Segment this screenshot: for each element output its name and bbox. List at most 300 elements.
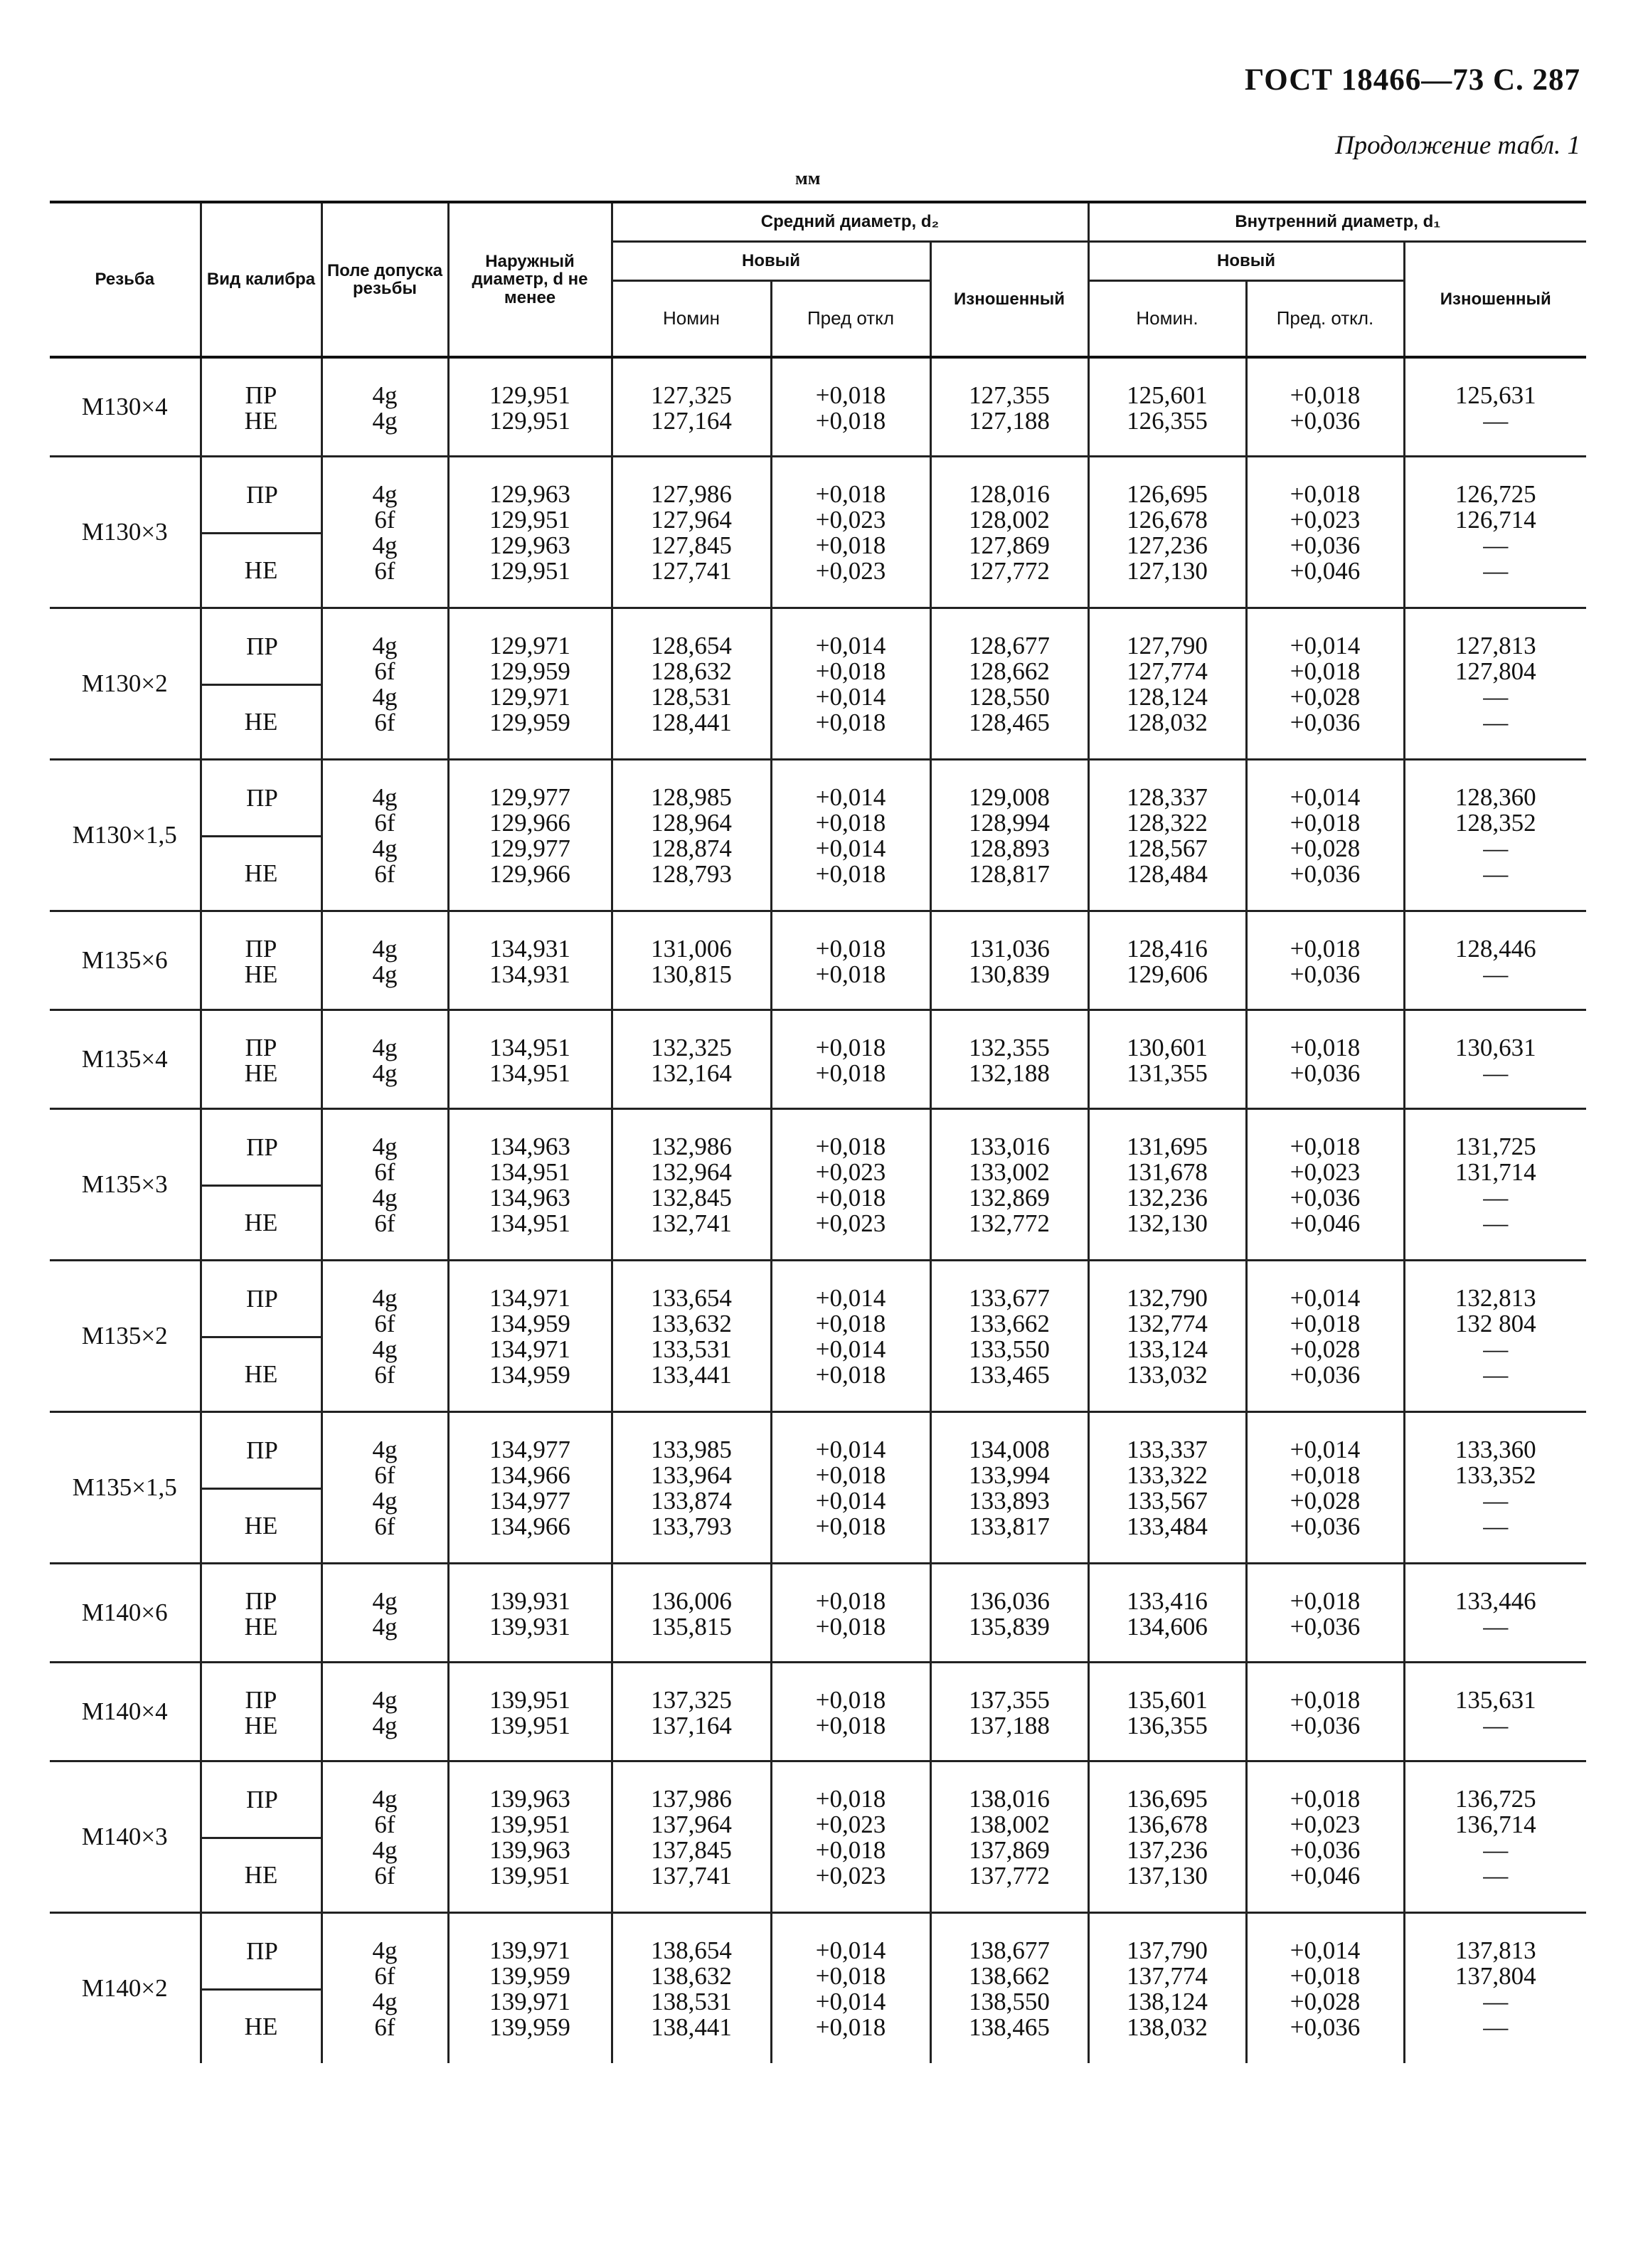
- inner-nominal-cell: [1088, 1010, 1246, 1109]
- pitch-nominal-value: 132,986: [651, 1133, 732, 1160]
- gauge-type-cell: [201, 1109, 321, 1261]
- inner-deviation-value: +0,014: [1290, 783, 1361, 811]
- outer-diameter-value: 134,971: [489, 1284, 570, 1312]
- inner-deviation-value: +0,036: [1290, 1836, 1361, 1864]
- gauge-label: НЕ: [244, 1712, 278, 1739]
- col-header-inner-worn: Изношенный: [1404, 242, 1586, 358]
- table-row: [50, 1109, 1586, 1261]
- inner-worn-value: 126,725: [1455, 480, 1536, 508]
- outer-diameter-cell: [448, 911, 612, 1010]
- inner-deviation-value: +0,046: [1290, 1209, 1361, 1237]
- pitch-worn-value: 136,036: [969, 1587, 1050, 1615]
- thread-group: [50, 608, 1586, 760]
- pitch-deviation-value: +0,018: [815, 1184, 886, 1212]
- pitch-nominal-value: 128,531: [651, 683, 732, 711]
- pitch-worn-value: 128,016: [969, 480, 1050, 508]
- pitch-deviation-value: +0,018: [815, 1587, 886, 1615]
- outer-diameter-value: 134,966: [489, 1512, 570, 1540]
- tolerance-cell: [321, 1261, 448, 1412]
- outer-diameter-value: 134,966: [489, 1461, 570, 1489]
- pitch-nominal-value: 137,964: [651, 1811, 732, 1838]
- pitch-worn-value: 133,002: [969, 1158, 1050, 1186]
- tolerance-value: 4g: [372, 783, 398, 811]
- pitch-nominal-value: 135,815: [651, 1613, 732, 1641]
- thread-group: [50, 1913, 1586, 2064]
- pitch-worn-value: 133,662: [969, 1310, 1050, 1337]
- tolerance-value: 6f: [374, 1862, 395, 1890]
- pitch-worn-value: 132,772: [969, 1209, 1050, 1237]
- pitch-worn-value: 137,772: [969, 1862, 1050, 1890]
- pitch-worn-cell: [930, 608, 1088, 760]
- pitch-worn-value: 129,008: [969, 783, 1050, 811]
- pitch-worn-value: 130,839: [969, 960, 1050, 988]
- inner-nominal-value: 133,567: [1127, 1487, 1208, 1515]
- outer-diameter-value: 129,951: [489, 557, 570, 585]
- inner-worn-cell: [1404, 1109, 1586, 1261]
- table-row: [50, 1261, 1586, 1412]
- pitch-deviation-value: +0,018: [815, 709, 886, 736]
- inner-deviation-value: +0,018: [1290, 1962, 1361, 1990]
- pitch-worn-cell: [930, 457, 1088, 608]
- pitch-deviation-cell: [771, 1010, 930, 1109]
- outer-diameter-value: 134,959: [489, 1361, 570, 1389]
- col-header-inner-nominal: Номин.: [1088, 281, 1246, 358]
- pitch-nominal-cell: [612, 1564, 771, 1663]
- pitch-nominal-value: 133,654: [651, 1284, 732, 1312]
- pitch-worn-value: 134,008: [969, 1436, 1050, 1463]
- outer-diameter-value: 129,951: [489, 407, 570, 435]
- pitch-nominal-value: 128,654: [651, 632, 732, 659]
- inner-worn-cell: [1404, 1564, 1586, 1663]
- pitch-nominal-cell: [612, 760, 771, 911]
- pitch-worn-cell: [930, 1663, 1088, 1761]
- tolerance-value: 4g: [372, 1712, 398, 1739]
- pitch-nominal-value: 132,845: [651, 1184, 732, 1212]
- outer-diameter-value: 129,963: [489, 531, 570, 559]
- pitch-deviation-value: +0,018: [815, 407, 886, 435]
- inner-nominal-cell: [1088, 911, 1246, 1010]
- gauge-type-cell: [201, 1412, 321, 1564]
- table-row: [50, 1564, 1586, 1663]
- inner-nominal-cell: [1088, 608, 1246, 760]
- outer-diameter-value: 134,959: [489, 1310, 570, 1337]
- gauge-label: ПР: [245, 1686, 277, 1714]
- inner-worn-value: 126,714: [1455, 506, 1536, 534]
- inner-deviation-value: +0,014: [1290, 1284, 1361, 1312]
- outer-diameter-cell: [448, 1261, 612, 1412]
- inner-deviation-value: +0,018: [1290, 1686, 1361, 1714]
- thread-designation: M135×1,5: [50, 1412, 201, 1564]
- thread-designation: M140×6: [50, 1564, 201, 1663]
- gauge-go-label: ПР: [246, 1785, 278, 1813]
- inner-deviation-cell: [1246, 760, 1404, 911]
- pitch-deviation-value: +0,018: [815, 935, 886, 963]
- pitch-deviation-value: +0,023: [815, 1862, 886, 1890]
- inner-nominal-value: 137,236: [1127, 1836, 1208, 1864]
- pitch-nominal-value: 133,793: [651, 1512, 732, 1540]
- outer-diameter-value: 129,959: [489, 657, 570, 685]
- inner-nominal-cell: [1088, 1412, 1246, 1564]
- inner-nominal-value: 137,790: [1127, 1936, 1208, 1964]
- inner-worn-value: 131,714: [1455, 1158, 1536, 1186]
- inner-nominal-value: 136,678: [1127, 1811, 1208, 1838]
- inner-nominal-value: 130,601: [1127, 1034, 1208, 1061]
- inner-deviation-value: +0,036: [1290, 2013, 1361, 2041]
- inner-worn-cell: [1404, 1412, 1586, 1564]
- pitch-nominal-value: 133,985: [651, 1436, 732, 1463]
- pitch-nominal-value: 133,531: [651, 1335, 732, 1363]
- inner-nominal-value: 138,124: [1127, 1988, 1208, 2015]
- pitch-worn-value: 127,188: [969, 407, 1050, 435]
- inner-nominal-value: 131,355: [1127, 1059, 1208, 1087]
- outer-diameter-value: 129,971: [489, 632, 570, 659]
- gauge-nogo-label: НЕ: [244, 1861, 278, 1889]
- pitch-worn-value: 135,839: [969, 1613, 1050, 1641]
- inner-worn-value: 133,360: [1455, 1436, 1536, 1463]
- inner-deviation-value: +0,018: [1290, 1785, 1361, 1813]
- col-header-pitch-nominal: Номин: [612, 281, 771, 358]
- gauge-type-cell: [201, 1663, 321, 1761]
- inner-deviation-cell: [1246, 1663, 1404, 1761]
- pitch-nominal-value: 133,964: [651, 1461, 732, 1489]
- gauge-go-label: ПР: [246, 1936, 278, 1965]
- inner-worn-value: —: [1483, 531, 1509, 559]
- inner-deviation-value: +0,036: [1290, 407, 1361, 435]
- gauge-label: НЕ: [244, 1613, 278, 1641]
- pitch-nominal-value: 127,986: [651, 480, 732, 508]
- pitch-nominal-value: 132,964: [651, 1158, 732, 1186]
- outer-diameter-value: 139,959: [489, 1962, 570, 1990]
- pitch-nominal-value: 133,632: [651, 1310, 732, 1337]
- outer-diameter-cell: [448, 1412, 612, 1564]
- outer-diameter-value: 139,963: [489, 1836, 570, 1864]
- pitch-nominal-cell: [612, 1913, 771, 2064]
- pitch-nominal-value: 137,741: [651, 1862, 732, 1890]
- inner-nominal-value: 128,337: [1127, 783, 1208, 811]
- inner-nominal-cell: [1088, 1761, 1246, 1913]
- pitch-deviation-value: +0,014: [815, 1335, 886, 1363]
- inner-worn-cell: [1404, 911, 1586, 1010]
- inner-deviation-value: +0,028: [1290, 1487, 1361, 1515]
- outer-diameter-value: 134,931: [489, 935, 570, 963]
- inner-deviation-value: +0,028: [1290, 683, 1361, 711]
- tolerance-value: 4g: [372, 1034, 398, 1061]
- table-row: [50, 1010, 1586, 1109]
- pitch-worn-cell: [930, 357, 1088, 457]
- tolerance-value: 6f: [374, 506, 395, 534]
- inner-nominal-cell: [1088, 1261, 1246, 1412]
- tolerance-value: 6f: [374, 1512, 395, 1540]
- table-continuation-note: Продолжение табл. 1: [1334, 131, 1580, 160]
- thread-group: [50, 1010, 1586, 1109]
- pitch-deviation-value: +0,023: [815, 506, 886, 534]
- inner-worn-value: 133,446: [1455, 1587, 1536, 1615]
- inner-deviation-value: +0,036: [1290, 1184, 1361, 1212]
- pitch-deviation-cell: [771, 1109, 930, 1261]
- outer-diameter-cell: [448, 1663, 612, 1761]
- page-header-title: ГОСТ 18466—73 С. 287: [1244, 63, 1580, 97]
- pitch-deviation-value: +0,018: [815, 1361, 886, 1389]
- tolerance-value: 6f: [374, 1158, 395, 1186]
- pitch-deviation-value: +0,018: [815, 1133, 886, 1160]
- pitch-deviation-value: +0,023: [815, 1158, 886, 1186]
- table-row: [50, 1913, 1586, 2064]
- pitch-deviation-cell: [771, 1261, 930, 1412]
- pitch-deviation-cell: [771, 357, 930, 457]
- pitch-worn-value: 133,016: [969, 1133, 1050, 1160]
- inner-nominal-value: 133,322: [1127, 1461, 1208, 1489]
- pitch-worn-value: 127,772: [969, 557, 1050, 585]
- gauge-nogo-label: НЕ: [244, 708, 278, 736]
- pitch-deviation-value: +0,018: [815, 1712, 886, 1739]
- inner-nominal-value: 126,355: [1127, 407, 1208, 435]
- pitch-worn-value: 128,817: [969, 860, 1050, 888]
- tolerance-value: 4g: [372, 531, 398, 559]
- col-header-pitch-new: Новый: [612, 242, 930, 281]
- tolerance-value: 6f: [374, 657, 395, 685]
- tolerance-value: 4g: [372, 1936, 398, 1964]
- inner-worn-value: 132,813: [1455, 1284, 1536, 1312]
- pitch-deviation-value: +0,018: [815, 1461, 886, 1489]
- pitch-nominal-value: 137,845: [651, 1836, 732, 1864]
- inner-worn-value: —: [1483, 709, 1509, 736]
- gauge-go-label: ПР: [246, 1133, 278, 1161]
- inner-worn-value: —: [1483, 407, 1509, 435]
- pitch-worn-value: 128,662: [969, 657, 1050, 685]
- gauge-type-cell: [201, 760, 321, 911]
- inner-worn-value: —: [1483, 834, 1509, 862]
- col-header-inner-deviation: Пред. откл.: [1246, 281, 1404, 358]
- pitch-worn-value: 138,677: [969, 1936, 1050, 1964]
- pitch-nominal-value: 138,441: [651, 2013, 732, 2041]
- pitch-nominal-value: 132,164: [651, 1059, 732, 1087]
- inner-worn-value: 128,360: [1455, 783, 1536, 811]
- inner-deviation-value: +0,036: [1290, 960, 1361, 988]
- pitch-deviation-value: +0,018: [815, 809, 886, 837]
- col-header-thread: Резьба: [50, 202, 201, 357]
- outer-diameter-value: 134,951: [489, 1034, 570, 1061]
- pitch-worn-value: 133,893: [969, 1487, 1050, 1515]
- thread-group: [50, 457, 1586, 608]
- inner-nominal-value: 132,130: [1127, 1209, 1208, 1237]
- inner-nominal-value: 128,484: [1127, 860, 1208, 888]
- pitch-deviation-value: +0,023: [815, 1811, 886, 1838]
- inner-deviation-value: +0,018: [1290, 1587, 1361, 1615]
- tolerance-value: 4g: [372, 381, 398, 409]
- inner-nominal-value: 128,032: [1127, 709, 1208, 736]
- gauge-type-cell: [201, 1010, 321, 1109]
- outer-diameter-cell: [448, 1010, 612, 1109]
- unit-label: мм: [795, 168, 821, 189]
- inner-worn-value: 137,804: [1455, 1962, 1536, 1990]
- inner-nominal-cell: [1088, 760, 1246, 911]
- tolerance-value: 4g: [372, 834, 398, 862]
- outer-diameter-value: 134,951: [489, 1209, 570, 1237]
- pitch-deviation-cell: [771, 457, 930, 608]
- pitch-nominal-cell: [612, 1663, 771, 1761]
- inner-deviation-cell: [1246, 1564, 1404, 1663]
- inner-deviation-value: +0,023: [1290, 506, 1361, 534]
- pitch-deviation-value: +0,014: [815, 783, 886, 811]
- inner-nominal-cell: [1088, 457, 1246, 608]
- inner-nominal-value: 125,601: [1127, 381, 1208, 409]
- inner-deviation-value: +0,028: [1290, 834, 1361, 862]
- inner-worn-value: 135,631: [1455, 1686, 1536, 1714]
- pitch-worn-cell: [930, 1913, 1088, 2064]
- inner-worn-value: —: [1483, 1862, 1509, 1890]
- outer-diameter-cell: [448, 1913, 612, 2064]
- pitch-worn-value: 137,355: [969, 1686, 1050, 1714]
- outer-diameter-value: 134,963: [489, 1184, 570, 1212]
- inner-worn-value: —: [1483, 1209, 1509, 1237]
- inner-nominal-value: 133,032: [1127, 1361, 1208, 1389]
- pitch-worn-value: 127,869: [969, 531, 1050, 559]
- pitch-worn-value: 128,677: [969, 632, 1050, 659]
- thread-group: [50, 1412, 1586, 1564]
- col-header-outer-diameter: Наружный диаметр, d не менее: [448, 202, 612, 357]
- outer-diameter-value: 139,971: [489, 1936, 570, 1964]
- inner-deviation-value: +0,018: [1290, 1461, 1361, 1489]
- pitch-nominal-cell: [612, 1412, 771, 1564]
- inner-deviation-value: +0,018: [1290, 657, 1361, 685]
- inner-worn-cell: [1404, 760, 1586, 911]
- gauge-nogo-label: НЕ: [244, 1360, 278, 1388]
- pitch-deviation-value: +0,014: [815, 1988, 886, 2015]
- thread-designation: M135×6: [50, 911, 201, 1010]
- tolerance-value: 4g: [372, 480, 398, 508]
- inner-nominal-value: 127,236: [1127, 531, 1208, 559]
- tolerance-value: 6f: [374, 1209, 395, 1237]
- pitch-deviation-value: +0,018: [815, 1310, 886, 1337]
- outer-diameter-value: 129,977: [489, 834, 570, 862]
- inner-worn-value: —: [1483, 1361, 1509, 1389]
- pitch-deviation-value: +0,014: [815, 834, 886, 862]
- pitch-nominal-cell: [612, 608, 771, 760]
- pitch-worn-value: 138,662: [969, 1962, 1050, 1990]
- inner-worn-value: —: [1483, 960, 1509, 988]
- outer-diameter-value: 134,951: [489, 1158, 570, 1186]
- inner-nominal-cell: [1088, 357, 1246, 457]
- pitch-nominal-value: 137,986: [651, 1785, 732, 1813]
- pitch-worn-cell: [930, 1761, 1088, 1913]
- col-header-tolerance: Поле допуска резьбы: [321, 202, 448, 357]
- inner-worn-cell: [1404, 608, 1586, 760]
- pitch-nominal-value: 127,325: [651, 381, 732, 409]
- pitch-deviation-cell: [771, 911, 930, 1010]
- pitch-nominal-cell: [612, 1010, 771, 1109]
- inner-worn-value: —: [1483, 1487, 1509, 1515]
- inner-deviation-value: +0,018: [1290, 1310, 1361, 1337]
- inner-deviation-value: +0,014: [1290, 632, 1361, 659]
- inner-nominal-value: 133,337: [1127, 1436, 1208, 1463]
- pitch-worn-cell: [930, 760, 1088, 911]
- tolerance-value: 4g: [372, 960, 398, 988]
- col-header-inner-new: Новый: [1088, 242, 1404, 281]
- inner-nominal-value: 128,124: [1127, 683, 1208, 711]
- thread-designation: M135×4: [50, 1010, 201, 1109]
- tolerance-value: 6f: [374, 860, 395, 888]
- inner-worn-cell: [1404, 357, 1586, 457]
- tolerance-value: 4g: [372, 1587, 398, 1615]
- table-row: [50, 911, 1586, 1010]
- thread-group: [50, 1261, 1586, 1412]
- outer-diameter-value: 134,977: [489, 1487, 570, 1515]
- inner-worn-value: 127,813: [1455, 632, 1536, 659]
- inner-nominal-value: 128,567: [1127, 834, 1208, 862]
- tolerance-value: 4g: [372, 632, 398, 659]
- tolerance-value: 6f: [374, 557, 395, 585]
- gauge-type-cell: [201, 911, 321, 1010]
- pitch-nominal-value: 138,632: [651, 1962, 732, 1990]
- pitch-nominal-value: 128,964: [651, 809, 732, 837]
- pitch-nominal-value: 138,654: [651, 1936, 732, 1964]
- pitch-nominal-value: 128,632: [651, 657, 732, 685]
- outer-diameter-value: 139,971: [489, 1988, 570, 2015]
- inner-worn-value: 136,714: [1455, 1811, 1536, 1838]
- pitch-deviation-cell: [771, 1913, 930, 2064]
- inner-worn-cell: [1404, 1663, 1586, 1761]
- table-row: [50, 1663, 1586, 1761]
- tolerance-value: 4g: [372, 1785, 398, 1813]
- pitch-nominal-value: 127,845: [651, 531, 732, 559]
- thread-group: [50, 911, 1586, 1010]
- gauge-type-cell: [201, 457, 321, 608]
- tolerance-value: 6f: [374, 2013, 395, 2041]
- pitch-nominal-value: 136,006: [651, 1587, 732, 1615]
- thread-gauge-table: [50, 201, 1586, 2063]
- tolerance-value: 4g: [372, 1613, 398, 1641]
- pitch-deviation-value: +0,018: [815, 960, 886, 988]
- inner-worn-value: —: [1483, 1988, 1509, 2015]
- pitch-deviation-value: +0,018: [815, 657, 886, 685]
- pitch-nominal-value: 137,325: [651, 1686, 732, 1714]
- pitch-worn-value: 128,465: [969, 709, 1050, 736]
- pitch-worn-value: 132,869: [969, 1184, 1050, 1212]
- gauge-label: ПР: [245, 935, 277, 963]
- pitch-worn-value: 137,188: [969, 1712, 1050, 1739]
- gauge-label: НЕ: [244, 960, 278, 988]
- pitch-deviation-value: +0,018: [815, 1686, 886, 1714]
- pitch-deviation-value: +0,018: [815, 860, 886, 888]
- pitch-deviation-cell: [771, 1564, 930, 1663]
- pitch-worn-value: 133,994: [969, 1461, 1050, 1489]
- inner-worn-value: —: [1483, 2013, 1509, 2041]
- pitch-deviation-cell: [771, 1761, 930, 1913]
- inner-deviation-cell: [1246, 1010, 1404, 1109]
- pitch-worn-value: 132,355: [969, 1034, 1050, 1061]
- gauge-go-label: ПР: [246, 1436, 278, 1464]
- gauge-nogo-label: НЕ: [244, 859, 278, 887]
- thread-designation: M140×4: [50, 1663, 201, 1761]
- pitch-deviation-value: +0,018: [815, 1785, 886, 1813]
- tolerance-cell: [321, 760, 448, 911]
- inner-deviation-value: +0,036: [1290, 1059, 1361, 1087]
- inner-deviation-value: +0,023: [1290, 1158, 1361, 1186]
- col-header-pitch-worn: Изношенный: [930, 242, 1088, 358]
- inner-deviation-value: +0,018: [1290, 935, 1361, 963]
- inner-deviation-value: +0,036: [1290, 1512, 1361, 1540]
- outer-diameter-value: 129,971: [489, 683, 570, 711]
- inner-nominal-value: 133,484: [1127, 1512, 1208, 1540]
- table-row: [50, 608, 1586, 760]
- inner-deviation-value: +0,023: [1290, 1811, 1361, 1838]
- inner-worn-value: —: [1483, 557, 1509, 585]
- inner-worn-value: 132 804: [1455, 1310, 1536, 1337]
- inner-nominal-value: 126,678: [1127, 506, 1208, 534]
- outer-diameter-cell: [448, 608, 612, 760]
- tolerance-cell: [321, 911, 448, 1010]
- inner-worn-value: —: [1483, 1613, 1509, 1641]
